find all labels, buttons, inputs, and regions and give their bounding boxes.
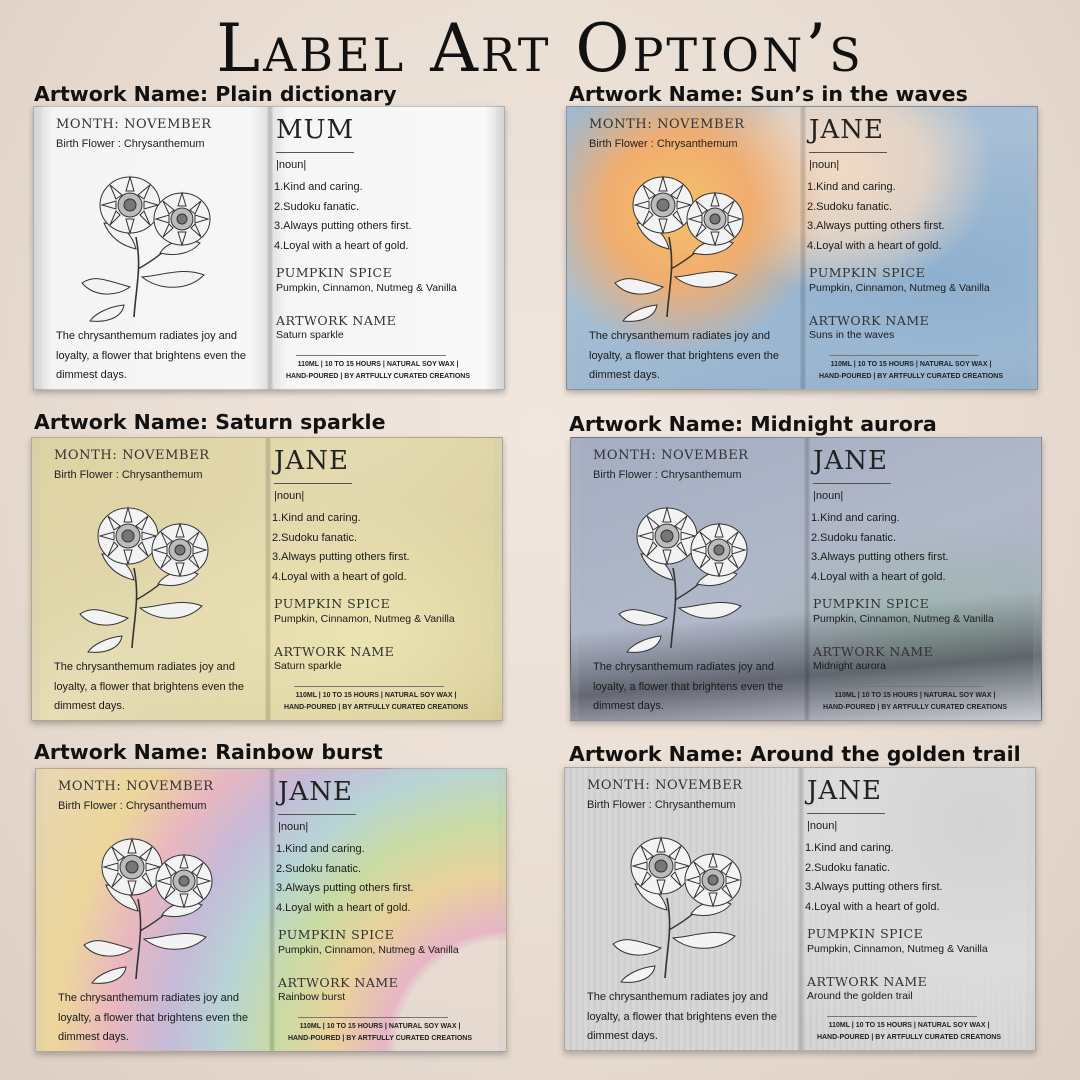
trait-item: 1.Kind and caring. [276,843,365,855]
trait-item: 4.Loyal with a heart of gold. [276,901,411,914]
page-title: Label Art Option’s [216,10,864,87]
birth-flower-label: Birth Flower : Chrysanthemum [54,469,203,481]
maker-credit: HAND-POURED | BY ARTFULLY CURATED CREATIONS [285,373,471,380]
scent-notes: Pumpkin, Cinnamon, Nutmeg & Vanilla [274,613,455,625]
divider [298,1017,448,1018]
recipient-name: JANE [809,115,884,145]
maker-credit: HAND-POURED | BY ARTFULLY CURATED CREATIONS [816,1034,1002,1041]
month-label: MONTH: NOVEMBER [56,117,212,132]
page-edge [1027,768,1035,1050]
artwork-heading: ARTWORK NAME [276,313,397,328]
label-preview-plain-dictionary [33,106,505,390]
noun-tag: |noun| [278,821,309,833]
trait-item: 2.Sudoku fanatic. [272,531,358,544]
page-edge [32,438,40,720]
trait-item: 2.Sudoku fanatic. [276,862,362,875]
divider [274,483,352,484]
trait-item: 4.Loyal with a heart of gold. [811,570,946,583]
artwork-heading: ARTWORK NAME [278,975,399,990]
book-spine [265,438,271,720]
flower-description: The chrysanthemum radiates joy and loyalty, a flower that brightens even the dimmest days. [593,661,783,712]
trait-item: 3.Always putting others first. [276,882,414,894]
label-preview-saturn-sparkle [31,437,503,721]
page-edge [494,438,502,720]
trait-item: 3.Always putting others first. [272,551,410,563]
trait-item: 4.Loyal with a heart of gold. [272,570,407,583]
scent-notes: Pumpkin, Cinnamon, Nutmeg & Vanilla [813,613,994,625]
trait-item: 4.Loyal with a heart of gold. [807,239,942,252]
artwork-name: Rainbow burst [278,991,346,1003]
product-specs: 110ML | 10 TO 15 HOURS | NATURAL SOY WAX | [830,361,992,368]
panel-heading-saturn-sparkle: Artwork Name: Saturn sparkle [34,410,386,434]
birth-flower-label: Birth Flower : Chrysanthemum [58,800,207,812]
noun-tag: |noun| [276,159,307,171]
birth-flower-label: Birth Flower : Chrysanthemum [56,138,205,150]
recipient-name: JANE [813,446,888,476]
artwork-heading: ARTWORK NAME [809,313,930,328]
divider [294,686,444,687]
recipient-name: JANE [278,777,353,807]
panel-heading-plain-dictionary: Artwork Name: Plain dictionary [34,82,397,106]
divider [296,355,446,356]
divider [827,1016,977,1017]
scent-heading: PUMPKIN SPICE [278,927,395,942]
artwork-heading: ARTWORK NAME [807,974,928,989]
page-edge [1033,438,1041,720]
page-edge [34,107,42,389]
noun-tag: |noun| [809,159,840,171]
trait-item: 1.Kind and caring. [805,842,894,854]
product-specs: 110ML | 10 TO 15 HOURS | NATURAL SOY WAX | [295,692,457,699]
divider [829,355,979,356]
divider [276,152,354,153]
chrysanthemum-illustration [64,157,234,322]
scent-heading: PUMPKIN SPICE [809,265,926,280]
scent-heading: PUMPKIN SPICE [274,596,391,611]
scent-heading: PUMPKIN SPICE [807,926,924,941]
trait-item: 1.Kind and caring. [811,512,900,524]
trait-item: 2.Sudoku fanatic. [274,200,360,213]
maker-credit: HAND-POURED | BY ARTFULLY CURATED CREATIONS [283,704,469,711]
panel-heading-around-the-golden-trail: Artwork Name: Around the golden trail [569,742,1021,766]
birth-flower-label: Birth Flower : Chrysanthemum [593,469,742,481]
month-label: MONTH: NOVEMBER [58,779,214,794]
trait-item: 1.Kind and caring. [807,181,896,193]
month-label: MONTH: NOVEMBER [589,117,745,132]
noun-tag: |noun| [813,490,844,502]
noun-tag: |noun| [274,490,305,502]
page-edge [565,768,573,1050]
chrysanthemum-illustration [595,818,765,983]
label-preview-rainbow-burst [35,768,507,1052]
chrysanthemum-illustration [62,488,232,653]
book-spine [800,107,806,389]
maker-credit: HAND-POURED | BY ARTFULLY CURATED CREATIONS [287,1035,473,1042]
product-specs: 110ML | 10 TO 15 HOURS | NATURAL SOY WAX | [828,1022,990,1029]
artwork-heading: ARTWORK NAME [274,644,395,659]
artwork-name: Midnight aurora [813,660,886,672]
chrysanthemum-illustration [597,157,767,322]
trait-list [274,178,412,256]
book-spine [267,107,273,389]
trait-list [272,509,410,587]
page-edge [571,438,579,720]
trait-item: 1.Kind and caring. [272,512,361,524]
divider [813,483,891,484]
scent-heading: PUMPKIN SPICE [276,265,393,280]
label-preview-midnight-aurora [570,437,1042,721]
flower-description: The chrysanthemum radiates joy and loyalty, a flower that brightens even the dimmest days. [58,992,248,1043]
trait-item: 3.Always putting others first. [811,551,949,563]
product-specs: 110ML | 10 TO 15 HOURS | NATURAL SOY WAX | [297,361,459,368]
page-edge [36,769,44,1051]
artwork-name: Saturn sparkle [276,329,344,341]
panel-heading-suns-in-the-waves: Artwork Name: Sun’s in the waves [569,82,968,106]
month-label: MONTH: NOVEMBER [593,448,749,463]
scent-notes: Pumpkin, Cinnamon, Nutmeg & Vanilla [278,944,459,956]
divider [807,813,885,814]
artwork-heading: ARTWORK NAME [813,644,934,659]
product-specs: 110ML | 10 TO 15 HOURS | NATURAL SOY WAX | [834,692,996,699]
scent-notes: Pumpkin, Cinnamon, Nutmeg & Vanilla [809,282,990,294]
trait-item: 3.Always putting others first. [805,881,943,893]
page-edge [567,107,575,389]
trait-item: 4.Loyal with a heart of gold. [274,239,409,252]
recipient-name: MUM [276,115,355,145]
maker-credit: HAND-POURED | BY ARTFULLY CURATED CREATIONS [822,704,1008,711]
recipient-name: JANE [807,776,882,806]
page-edge [1029,107,1037,389]
artwork-name: Suns in the waves [809,329,895,341]
flower-description: The chrysanthemum radiates joy and loyalty, a flower that brightens even the dimmest days. [56,330,246,381]
divider [809,152,887,153]
page-edge [496,107,504,389]
maker-credit: HAND-POURED | BY ARTFULLY CURATED CREATIONS [818,373,1004,380]
scent-notes: Pumpkin, Cinnamon, Nutmeg & Vanilla [276,282,457,294]
book-spine [269,769,275,1051]
scent-notes: Pumpkin, Cinnamon, Nutmeg & Vanilla [807,943,988,955]
trait-item: 1.Kind and caring. [274,181,363,193]
flower-description: The chrysanthemum radiates joy and loyalty, a flower that brightens even the dimmest days. [587,991,777,1042]
divider [278,814,356,815]
trait-item: 2.Sudoku fanatic. [807,200,893,213]
panel-heading-rainbow-burst: Artwork Name: Rainbow burst [34,740,383,764]
trait-item: 3.Always putting others first. [274,220,412,232]
scent-heading: PUMPKIN SPICE [813,596,930,611]
chrysanthemum-illustration [66,819,236,984]
divider [833,686,983,687]
page-edge [498,769,506,1051]
noun-tag: |noun| [807,820,838,832]
artwork-name: Saturn sparkle [274,660,342,672]
month-label: MONTH: NOVEMBER [54,448,210,463]
flower-description: The chrysanthemum radiates joy and loyalty, a flower that brightens even the dimmest days. [589,330,779,381]
trait-item: 3.Always putting others first. [807,220,945,232]
birth-flower-label: Birth Flower : Chrysanthemum [589,138,738,150]
flower-description: The chrysanthemum radiates joy and loyalty, a flower that brightens even the dimmest days. [54,661,244,712]
trait-item: 2.Sudoku fanatic. [805,861,891,874]
trait-item: 4.Loyal with a heart of gold. [805,900,940,913]
recipient-name: JANE [274,446,349,476]
trait-list [805,839,943,917]
trait-list [276,840,414,918]
book-spine [804,438,810,720]
label-preview-suns-in-the-waves [566,106,1038,390]
birth-flower-label: Birth Flower : Chrysanthemum [587,799,736,811]
book-spine [798,768,804,1050]
trait-list [811,509,949,587]
artwork-name: Around the golden trail [807,990,913,1002]
panel-heading-midnight-aurora: Artwork Name: Midnight aurora [569,412,937,436]
product-specs: 110ML | 10 TO 15 HOURS | NATURAL SOY WAX | [299,1023,461,1030]
trait-list [807,178,945,256]
month-label: MONTH: NOVEMBER [587,778,743,793]
label-preview-around-the-golden-trail [564,767,1036,1051]
trait-item: 2.Sudoku fanatic. [811,531,897,544]
chrysanthemum-illustration [601,488,771,653]
